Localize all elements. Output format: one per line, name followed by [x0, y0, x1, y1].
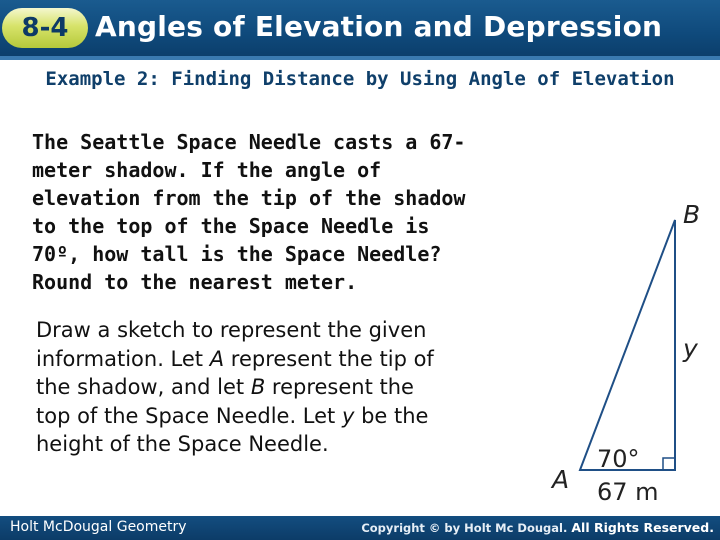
label-b: B — [683, 200, 701, 229]
instructions-part2: represent the tip of the shadow, and let — [36, 346, 434, 399]
copyright-suffix: All Rights Reserved. — [571, 520, 714, 535]
base-label: 67 m — [597, 478, 659, 506]
header-stripe — [0, 56, 720, 60]
triangle-diagram — [540, 185, 720, 510]
footer-publisher: Holt McDougal Geometry — [10, 519, 187, 535]
right-angle-marker — [663, 458, 675, 470]
variable-a: A — [209, 346, 225, 371]
footer-bar — [0, 516, 720, 540]
example-title: Example 2: Finding Distance by Using Angle of Elevation — [45, 68, 675, 90]
variable-b: B — [250, 375, 266, 399]
section-badge — [2, 8, 88, 48]
header-bar — [0, 0, 720, 60]
footer-copyright — [361, 520, 714, 535]
angle-label: 70° — [597, 445, 640, 473]
instructions-part3: represent the top of the Space Needle. Let — [36, 375, 414, 428]
section-number: 8-4 — [21, 13, 69, 43]
page-title: Angles of Elevation and Depression — [95, 10, 663, 43]
label-a: A — [552, 465, 570, 494]
instructions-text — [36, 316, 446, 459]
instructions-part1: Draw a sketch to represent the given information. Let — [36, 318, 427, 371]
instructions-part4: be the height of the Space Needle. — [36, 403, 429, 456]
problem-text: The Seattle Space Needle casts a 67- meter shadow. If the angle of elevation from the tip of the shadow to the top of the Space Needle is 70º, how tall is the Space Needle? Round to the nearest meter. — [32, 130, 466, 294]
variable-y: y — [341, 403, 355, 428]
copyright-prefix: Copyright © by Holt Mc Dougal. — [361, 521, 568, 535]
label-y: y — [683, 334, 698, 363]
right-triangle — [580, 220, 675, 470]
